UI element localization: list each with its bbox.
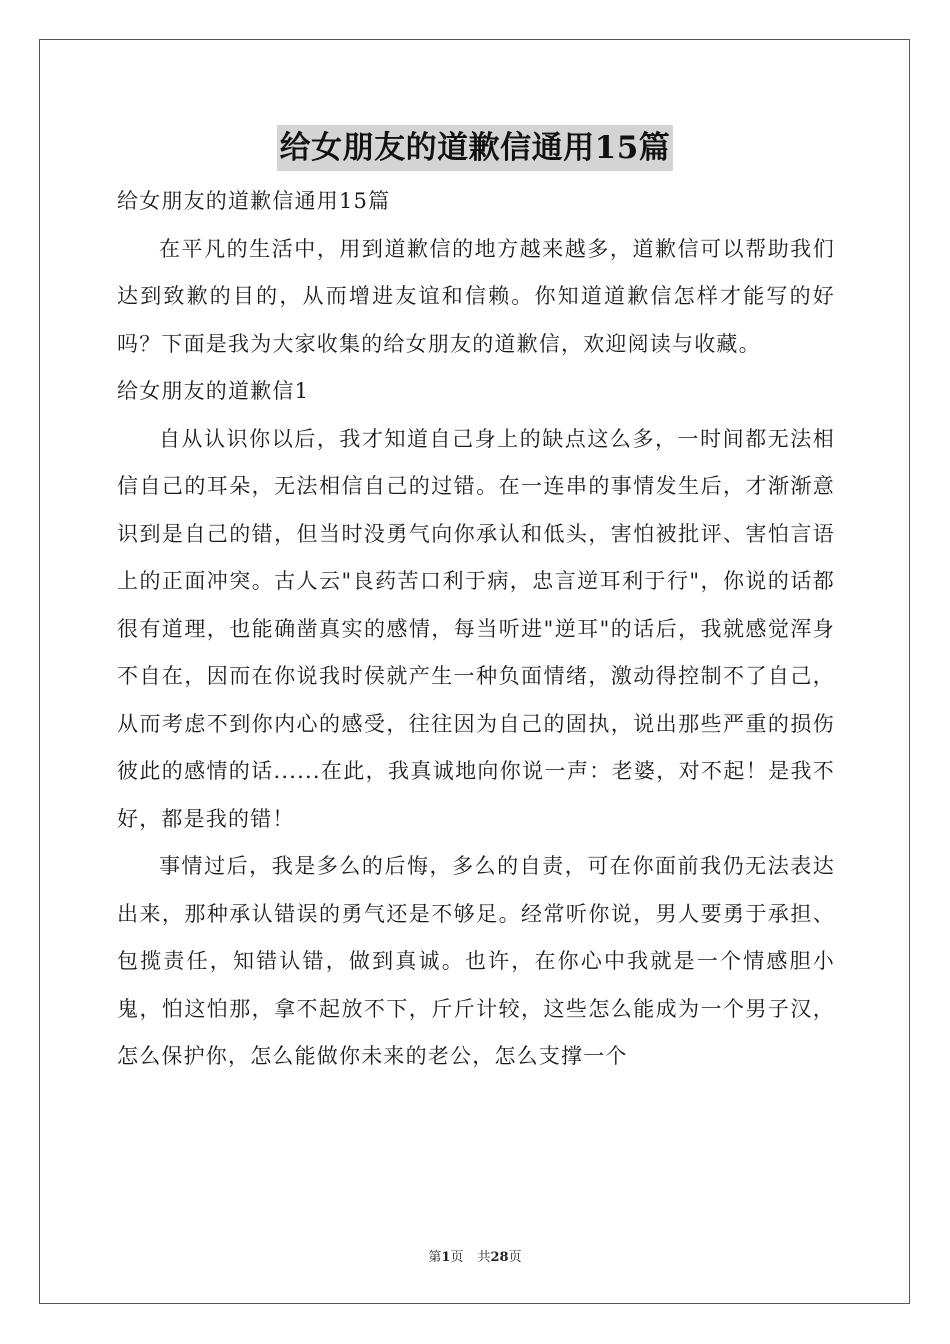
title-area	[0, 125, 950, 171]
page-title: 给女朋友的道歉信通用15篇	[277, 125, 674, 171]
intro-paragraph: 在平凡的生活中，用到道歉信的地方越来越多，道歉信可以帮助我们达到致歉的目的，从而增进友谊和信赖。你知道道歉信怎样才能写的好吗？下面是我为大家收集的给女朋友的道歉信，欢迎阅读与收藏。	[117, 236, 835, 356]
total-pages: 28	[490, 1250, 509, 1265]
page-number: 1	[441, 1250, 451, 1265]
document-subtitle: 给女朋友的道歉信通用15篇	[117, 189, 391, 213]
body-paragraph-1: 自从认识你以后，我才知道自己身上的缺点这么多，一时间都无法相信自己的耳朵，无法相信自己的过错。在一连串的事情发生后，才渐渐意识到是自己的错，但当时没勇气向你承认和低头，害怕被批评、害怕言语上的正面冲突。古人云"良药苦口利于病，忠言逆耳利于行"，你说的话都很有道理，也能确凿真实的感情，每当听进"逆耳"的话后，我就感觉浑身不自在，因而在你说我时侯就产生一种负面情绪，激动得控制不了自己，从而考虑不到你内心的感受，往往因为自己的固执，说出那些严重的损伤彼此的感情的话......在此，我真诚地向你说一声：老婆，对不起！是我不好，都是我的错！	[117, 426, 835, 831]
page-label-prefix: 第	[428, 1250, 442, 1265]
body-paragraph-2: 事情过后，我是多么的后悔，多么的自责，可在你面前我仍无法表达出来，那种承认错误的勇气还是不够足。经常听你说，男人要勇于承担、包揽责任，知错认错，做到真诚。也许，在你心中我就是一个情感胆小鬼，怕这怕那，拿不起放不下，斤斤计较，这些怎么能成为一个男子汉，怎么保护你，怎么能做你未来的老公，怎么支撑一个	[117, 854, 835, 1068]
section-heading: 给女朋友的道歉信1	[117, 379, 310, 403]
page-label-suffix: 页	[450, 1250, 464, 1265]
total-label-suffix: 页	[508, 1250, 522, 1265]
total-label-prefix: 共	[477, 1250, 491, 1265]
page-footer	[0, 1246, 950, 1265]
document-body	[117, 178, 835, 1081]
